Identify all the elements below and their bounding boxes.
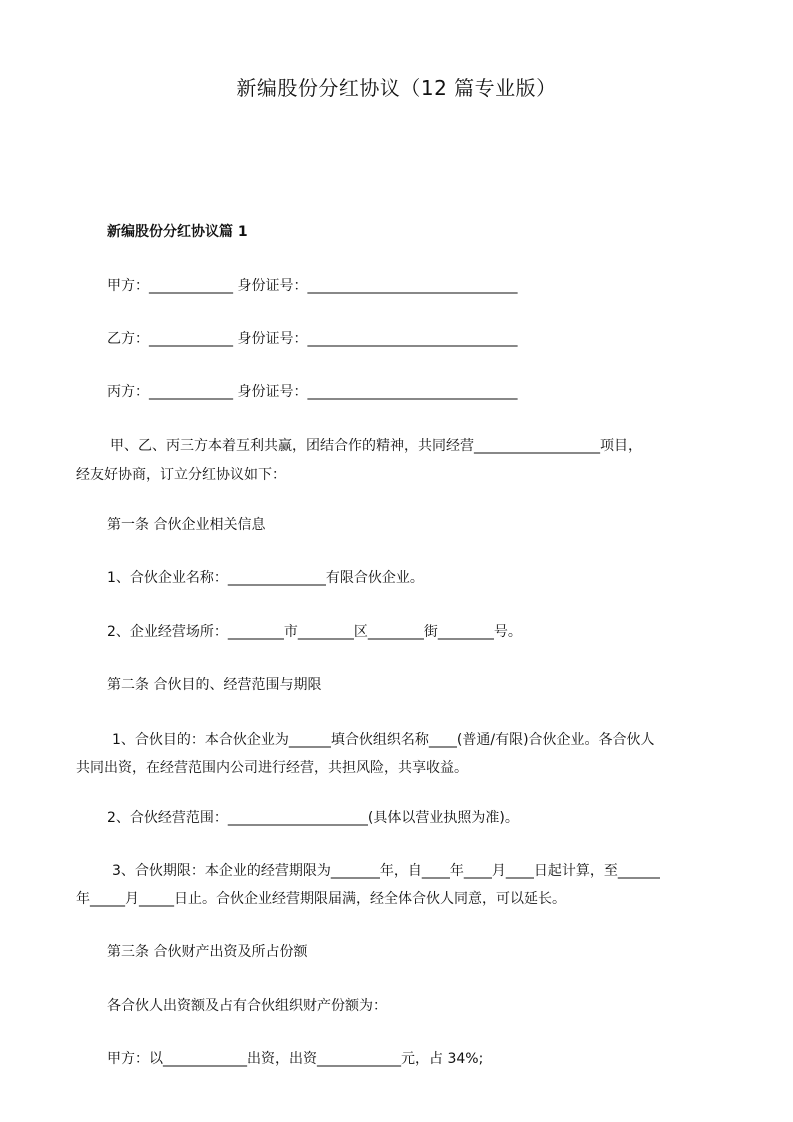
party-c-line: 丙方：____________ 身份证号：______________________________ (107, 384, 518, 400)
document-title: 新编股份分红协议（12 篇专业版） (236, 76, 557, 100)
party-a-line: 甲方：____________ 身份证号：______________________________ (107, 278, 518, 294)
business-address-line: 2、企业经营场所：________市________区________街________号。 (107, 624, 522, 640)
purpose-line2: 共同出资，在经营范围内公司进行经营，共担风险，共享收益。 (76, 760, 468, 776)
article-3-heading: 第三条 合伙财产出资及所占份额 (107, 944, 308, 960)
article-1-heading: 第一条 合伙企业相关信息 (107, 517, 266, 533)
partnership-name-line: 1、合伙企业名称：______________有限合伙企业。 (107, 570, 424, 586)
section-heading: 新编股份分红协议篇 1 (107, 224, 248, 240)
party-a-capital-line: 甲方：以____________出资，出资____________元，占 34%; (107, 1051, 484, 1067)
capital-intro-line: 各合伙人出资额及占有合伙组织财产份额为： (107, 998, 387, 1014)
party-b-line: 乙方：____________ 身份证号：______________________________ (107, 331, 518, 347)
article-2-heading: 第二条 合伙目的、经营范围与期限 (107, 677, 322, 693)
intro-paragraph-line2: 经友好协商，订立分红协议如下： (76, 467, 286, 483)
term-line1: 3、合伙期限：本企业的经营期限为_______年，自____年____月____日起计算，至______ (112, 863, 660, 879)
term-line2: 年_____月_____日止。合伙企业经营期限届满，经全体合伙人同意，可以延长。 (76, 891, 566, 907)
purpose-line1: 1、合伙目的：本合伙企业为______填合伙组织名称____(普通/有限)合伙企业。各合伙人 (112, 732, 655, 748)
intro-paragraph-line1: 甲、乙、丙三方本着互利共赢，团结合作的精神，共同经营__________________项目， (110, 438, 642, 454)
business-scope-line: 2、合伙经营范围：____________________(具体以营业执照为准)。 (107, 810, 519, 826)
